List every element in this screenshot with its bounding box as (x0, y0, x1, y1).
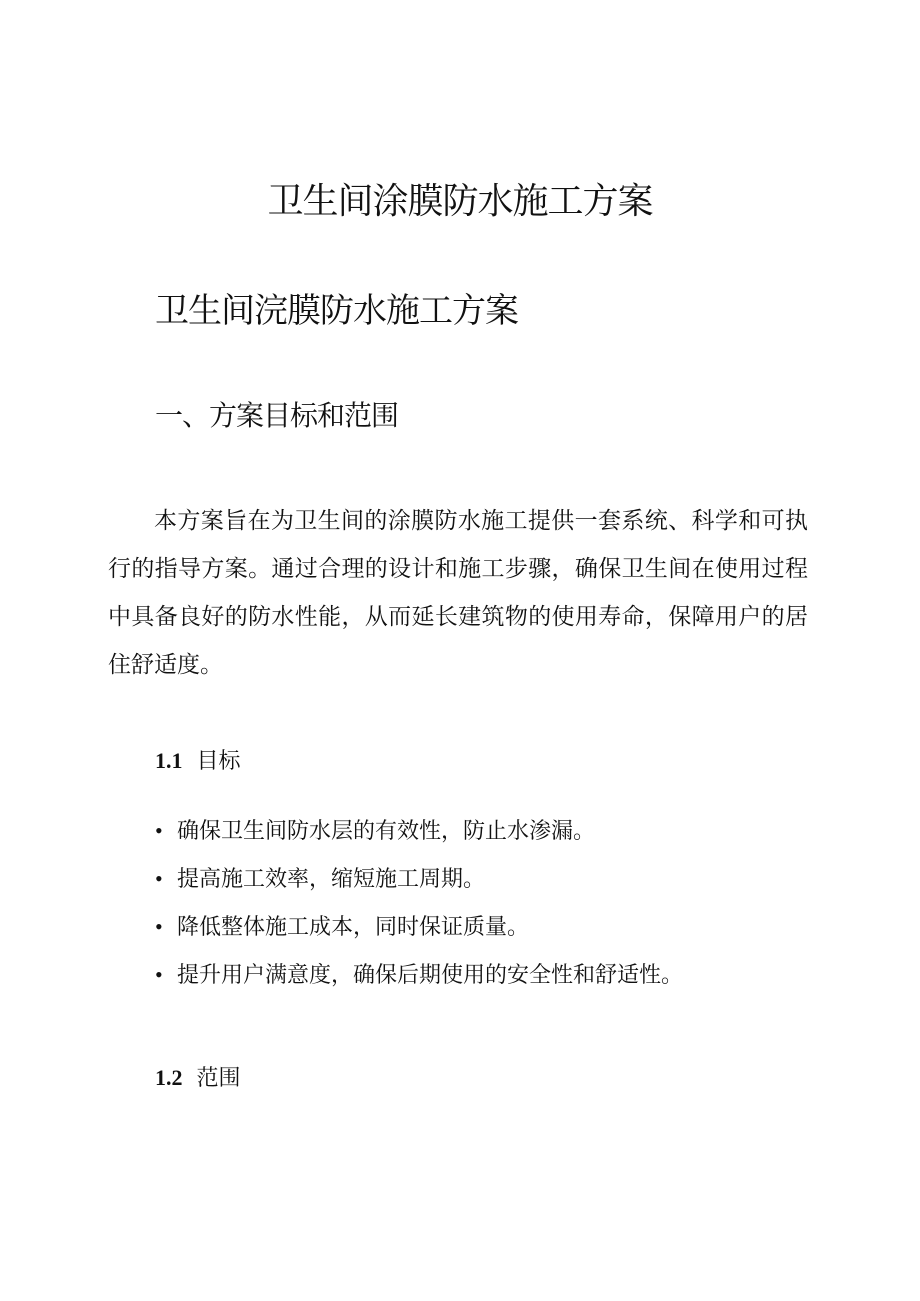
list-item-text: 提高施工效率，缩短施工周期。 (177, 867, 486, 892)
goals-list (155, 812, 683, 1004)
bullet-icon: • (155, 962, 163, 987)
intro-paragraph: 本方案旨在为卫生间的涂膜防水施工提供一套系统、科学和可执行的指导方案。通过合理的设计和施工步骤，确保卫生间在使用过程中具备良好的防水性能，从而延长建筑物的使用寿命，保障用户的居住舒适度。 (108, 508, 808, 678)
subsection-number: 1.2 (155, 1065, 183, 1090)
list-item-text: 确保卫生间防水层的有效性，防止水渗漏。 (177, 819, 596, 844)
subsection-heading-1-2 (155, 1063, 241, 1094)
list-item (155, 860, 683, 908)
subsection-label: 范围 (196, 1066, 241, 1091)
list-item (155, 812, 683, 860)
document-subtitle: 卫生间浣膜防水施工方案 (155, 291, 518, 331)
document-title: 卫生间涂膜防水施工方案 (267, 181, 653, 222)
list-item (155, 908, 683, 956)
subsection-number: 1.1 (155, 748, 183, 773)
subsection-heading-1-1 (155, 746, 241, 777)
bullet-icon: • (155, 866, 163, 891)
list-item-text: 降低整体施工成本，同时保证质量。 (177, 915, 530, 940)
list-item-text: 提升用户满意度，确保后期使用的安全性和舒适性。 (177, 963, 684, 988)
list-item (155, 956, 683, 1004)
section-heading-1: 一、方案目标和范围 (155, 399, 399, 432)
bullet-icon: • (155, 818, 163, 843)
bullet-icon: • (155, 914, 163, 939)
subsection-label: 目标 (196, 749, 241, 774)
